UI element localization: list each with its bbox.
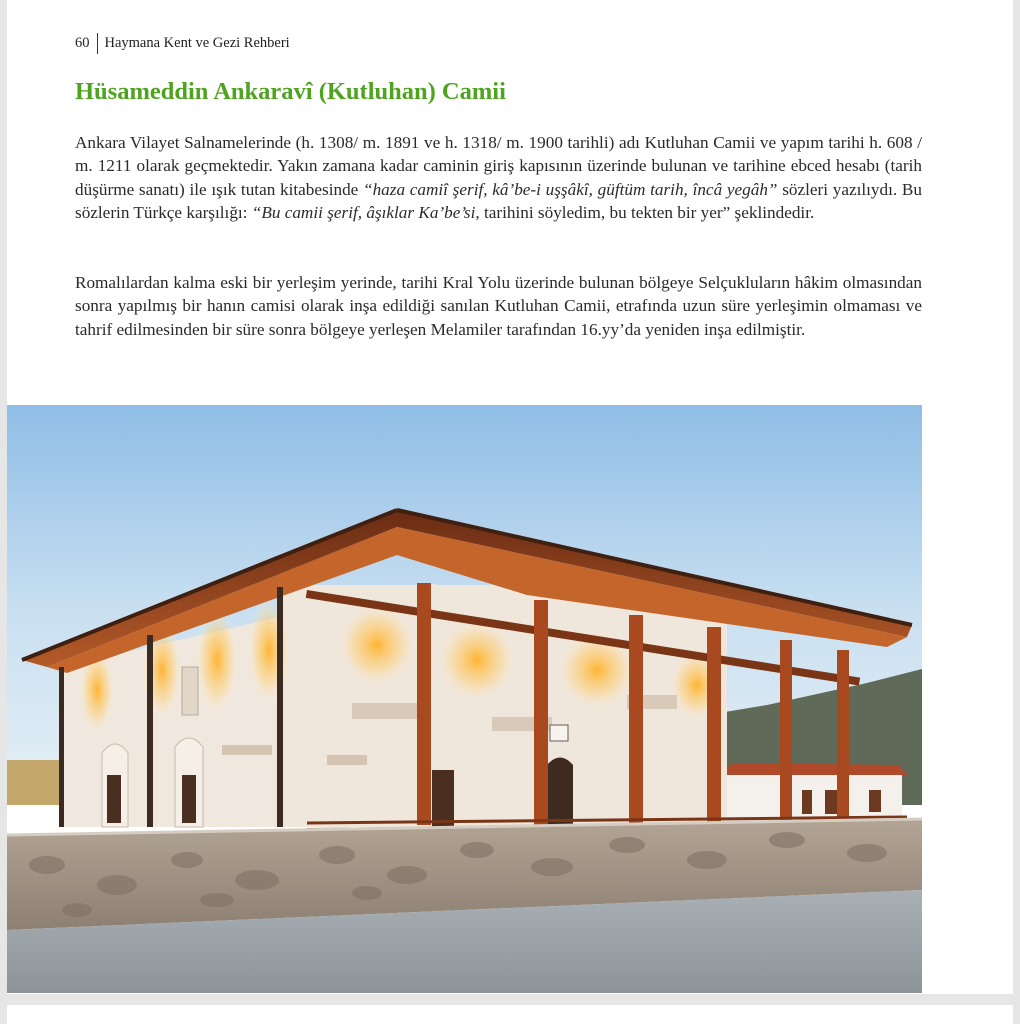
book-page xyxy=(7,0,1013,994)
paragraph-1 xyxy=(75,131,922,224)
page-number: 60 xyxy=(75,35,90,51)
paragraph-1-text-a: Ankara Vilayet Salnamelerinde (h. 1308/ m. 1891 ve h. 1318/ m. 1900 tarihli) adı Kutluhan Camii ve yapım tarihi h. 608 / m. 1211 olarak geçmektedir. Yakın zamana kadar caminin giriş kapısının üzerinde bulunan ve tarihine ebced hesabı (tarih düşürme sanatı) ile ışık tutan kitabesinde xyxy=(75,133,922,199)
mosque-photo xyxy=(7,405,922,993)
running-header xyxy=(75,33,290,54)
translation-quote: “Bu camii şerif, âşıklar Ka’be’si xyxy=(251,202,476,222)
paragraph-1-text-c: , tarihini söyledim, bu tekten bir yer” şeklindedir. xyxy=(475,202,815,222)
next-page-edge xyxy=(7,1005,1013,1024)
header-divider xyxy=(97,33,98,54)
book-title: Haymana Kent ve Gezi Rehberi xyxy=(104,35,290,51)
paragraph-1-text-b: sözleri yazılıydı. Bu sözlerin Türkçe karşılığı: xyxy=(75,179,922,222)
article-title: Hüsameddin Ankaravî (Kutluhan) Camii xyxy=(75,78,506,105)
paragraph-2: Romalılardan kalma eski bir yerleşim yerinde, tarihi Kral Yolu üzerinde bulunan bölgeye Selçukluların hâkim olmasından sonra yapılmış bir hanın camisi olarak inşa edildiği sanılan Kutluhan Camii, etrafında uzun süre yerleşimin olmaması ve tahrif edilmesinden bir süre sonra bölgeye yerleşen Melamiler tarafından 16.yy’da yeniden inşa edilmiştir. xyxy=(75,273,922,339)
side-building xyxy=(722,763,907,822)
inscription-quote: “haza camiî şerif, kâ’be-i uşşâkî, güftüm tarih, încâ yegâh” xyxy=(363,179,778,199)
